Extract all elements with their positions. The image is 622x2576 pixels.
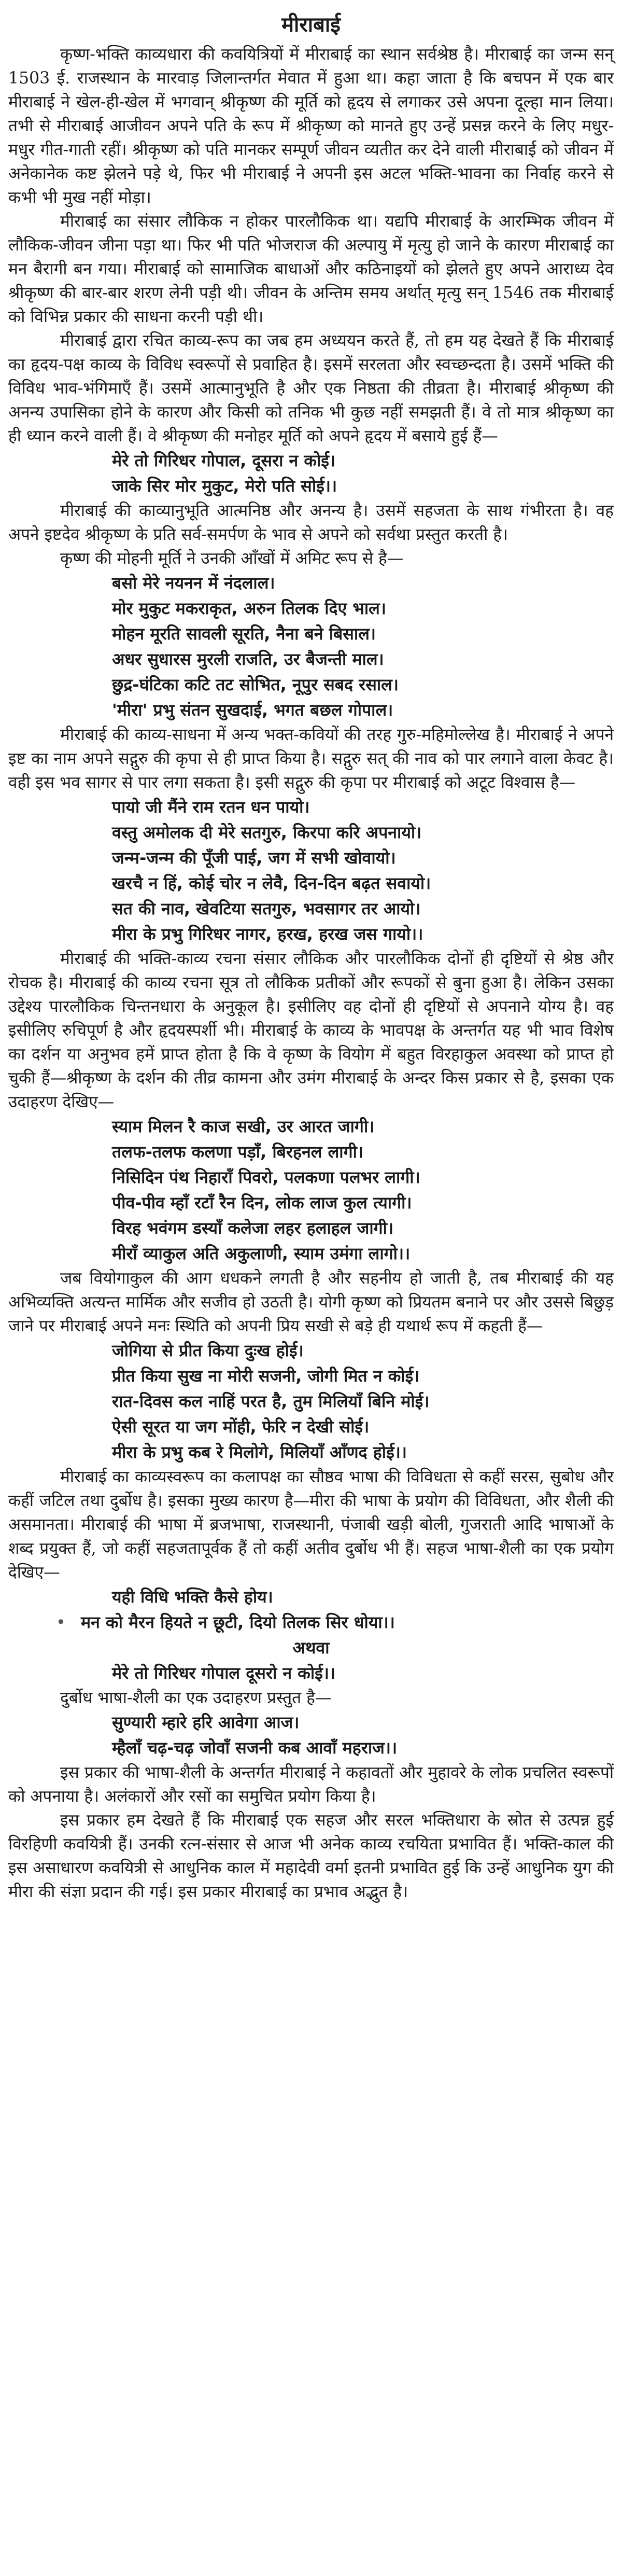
verse-line: प्रीत किया सुख ना मोरी सजनी, जोगी मित न कोई। xyxy=(112,1366,420,1386)
verse-line: 'मीरा' प्रभु संतन सुखदाई, भगत बछल गोपाल। xyxy=(112,700,393,720)
verse-line-text: मन को मैरन हियते न छूटी, दियो तिलक सिर धोया।। xyxy=(81,1612,395,1632)
verse-block-1 xyxy=(8,448,614,499)
verse-line: जाके सिर मोर मुकुट, मेरो पति सोई।। xyxy=(112,476,337,496)
verse-separator: अथवा xyxy=(292,1638,330,1658)
verse-line: मोहन मूरति सावली सूरति, नैना बने बिसाल। xyxy=(112,624,376,644)
verse-line: तलफ-तलफ कलणा पड़ाँ, बिरहनल लागी। xyxy=(112,1142,364,1162)
paragraph-yogi: जब वियोगाकुल की आग धधकने लगती है और सहनीय हो जाती है, तब मीराबाई की यह अभिव्यक्ति अत्यन्त मार्मिक और सजीव हो उठती है। योगी कृष्ण को प्रियतम बनाने पर और उससे बिछुड़ जाने पर मीराबाई अपने मनः स्थिति को अपनी प्रिय सखी से बड़े ही यथार्थ रूप में कहती हैं— xyxy=(8,1269,614,1335)
verse-line: मीरा के प्रभु कब रे मिलोगे, मिलियाँ आँणद होई।। xyxy=(112,1442,407,1462)
paragraph-language: मीराबाई का काव्यस्वरूप का कलापक्ष का सौष्ठव भाषा की विविधता से कहीं सरस, सुबोध और कहीं जटिल तथा दुर्बोध है। इसका मुख्य कारण है—मीरा की भाषा के प्रयोग की विविधता, और शैली की असमानता। मीराबाई की भाषा में ब्रजभाषा, राजस्थानी, पंजाबी खड़ी बोली, गुजराती आदि भाषाओं के शब्द प्रयुक्त हैं, जो कहीं सहजतापूर्वक हैं तो कहीं अतीव दुर्बोध भी हैं। सहज भाषा-शैली का एक प्रयोग देखिए— xyxy=(8,1468,614,1582)
verse-line: मेरे तो गिरिधर गोपाल दूसरो न कोई।। xyxy=(112,1663,336,1683)
verse-line: जन्म-जन्म की पूँजी पाई, जग में सभी खोवायो। xyxy=(112,848,396,868)
verse-line: ऐसी सूरत या जग मोंही, फेरि न देखी सोई। xyxy=(112,1417,370,1437)
page-title: मीराबाई xyxy=(281,13,341,37)
paragraph-experience: मीराबाई की काव्यानुभूति आत्मनिष्ठ और अनन्य है। उसमें सहजता के साथ गंभीरता है। वह अपने इष्टदेव श्रीकृष्ण के प्रति सर्व-समर्पण के भाव से अपने को सर्वथा प्रस्तुत करती है। xyxy=(8,502,614,544)
verse-block-7 xyxy=(8,1710,614,1761)
paragraph-life: मीराबाई का संसार लौकिक न होकर पारलौकिक था। यद्यपि मीराबाई के आरम्भिक जीवन में लौकिक-जीवन जीना पड़ा था। फिर भी पति भोजराज की अल्पायु में मृत्यु हो जाने के कारण मीराबाई का मन बैरागी बन गया। मीराबाई को सामाजिक बाधाओं और कठिनाइयों को झेलते हुए अपने आराध्य देव श्रीकृष्ण की बार-बार शरण लेनी पड़ी थी। जीवन के अन्तिम समय अर्थात् मृत्यु सन् 1546 तक मीराबाई को विभिन्न प्रकार की साधना करनी पड़ी थी। xyxy=(8,212,614,326)
verse-line: वस्तु अमोलक दी मेरे सतगुरु, किरपा करि अपनायो। xyxy=(112,823,422,842)
paragraph-conclusion: इस प्रकार हम देखते हैं कि मीराबाई एक सहज और सरल भक्तिधारा के स्रोत से उत्पन्न हुई विरहिणी कवयित्री हैं। उनकी रत्न-संसार से आज भी अनेक काव्य रचयिता प्रभावित हैं। भक्ति-काल की इस असाधारण कवयित्री से आधुनिक काल में महादेवी वर्मा इतनी प्रभावित हुई कि उन्हें आधुनिक युग की मीरा की संज्ञा प्रदान की गई। इस प्रकार मीराबाई का प्रभाव अद्भुत है। xyxy=(8,1811,614,1901)
verse-line: छुद्र-घंटिका कटि तट सोभित, नूपुर सबद रसाल। xyxy=(112,675,399,694)
verse-line: यही विधि भक्ति कैसे होय। xyxy=(112,1587,273,1607)
verse-block-6 xyxy=(8,1584,614,1686)
verse-line: म्हैलाँ चढ़-चढ़ जोवाँ सजनी कब आवाँ महराज।। xyxy=(112,1738,398,1758)
verse-line: विरह भवंगम डस्याँ कलेजा लहर हलाहल जागी। xyxy=(112,1218,394,1238)
paragraph-guru: मीराबाई की काव्य-साधना में अन्य भक्त-कवियों की तरह गुरु-महिमोल्लेख है। मीराबाई ने अपने इष्ट का नाम अपने सद्गुरु की कृपा से ही प्राप्त किया है। सद्गुरु सत् की नाव को पार लगाने वाला केवट है। वही इस भव सागर से पार लगा सकता है। इसी सद्गुरु की कृपा पर मीराबाई को अटूट विश्वास है— xyxy=(8,726,614,792)
article-body xyxy=(0,43,622,1904)
verse-line: रात-दिवस कल नाहिं परत है, तुम मिलियाँ बिनि मोई। xyxy=(112,1391,430,1411)
verse-line: मीरा के प्रभु गिरिधर नागर, हरख, हरख जस गायो।। xyxy=(112,924,423,944)
verse-block-5 xyxy=(8,1338,614,1465)
verse-line: मेरे तो गिरिधर गोपाल, दूसरा न कोई। xyxy=(112,451,336,470)
paragraph-idioms: इस प्रकार की भाषा-शैली के अन्तर्गत मीराबाई ने कहावतों और मुहावरे के लोक प्रचलित स्वरूपों को अपनाया है। अलंकारों और रसों का समुचित प्रयोग किया है। xyxy=(8,1763,614,1806)
paragraph-difficult-style: दुर्बोध भाषा-शैली का एक उदाहरण प्रस्तुत है— xyxy=(60,1689,332,1707)
verse-block-3 xyxy=(8,795,614,947)
paragraph-mohini-murti: कृष्ण की मोहनी मूर्ति ने उनकी आँखों में अमिट रूप से है— xyxy=(60,549,404,568)
paragraph-intro: कृष्ण-भक्ति काव्यधारा की कवयित्रियों में मीराबाई का स्थान सर्वश्रेष्ठ है। मीराबाई का जन्म सन् 1503 ई. राजस्थान के मारवाड़ जिलान्तर्गत मेवात में हुआ था। कहा जाता है कि बचपन में एक बार मीराबाई ने खेल-ही-खेल में भगवान् श्रीकृष्ण की मूर्ति को हृदय से लगाकर उसे अपना दूल्हा मान लिया। तभी से मीराबाई आजीवन अपने पति के रूप में श्रीकृष्ण को मानते हुए उन्हें प्रसन्न करने के लिए मधुर-मधुर गीत-गाती रहीं। श्रीकृष्ण को पति मानकर सम्पूर्ण जीवन व्यतीत कर देने वाली मीराबाई को जीवन में अनेकानेक कष्ट झेलने पड़े थे, फिर भी मीराबाई ने अपनी इस अटल भक्ति-भावना का निर्वाह करने से कभी भी मुख नहीं मोड़ा। xyxy=(8,45,614,207)
verse-block-4 xyxy=(8,1114,614,1266)
verse-line xyxy=(8,1610,614,1635)
paragraph-viraha: मीराबाई की भक्ति-काव्य रचना संसार लौकिक और पारलौकिक दोनों ही दृष्टियों से श्रेष्ठ और रोचक है। मीराबाई की काव्य रचना सूत्र तो लौकिक प्रतीकों और रूपकों से बुना हुआ है। लेकिन उसका उद्देश्य पारलौकिक चिन्तनधारा के अनुकूल है। इसीलिए वह दोनों ही दृष्टियों से अपनाने योग्य है। वह इसीलिए रुचिपूर्ण है और हृदयस्पर्शी भी। मीराबाई के काव्य के भावपक्ष के अन्तर्गत यह भी भाव विशेष का दर्शन या अनुभव हमें प्राप्त होता है कि वे कृष्ण के वियोग में बहुत विरहाकुल अवस्था को प्राप्त हो चुकी हैं—श्रीकृष्ण के दर्शन की तीव्र कामना और उमंग मीराबाई के अन्दर किस प्रकार से है, इसका एक उदाहरण देखिए— xyxy=(8,950,614,1111)
verse-line: सुण्यारी म्हारे हरि आवेगा आज। xyxy=(112,1712,300,1732)
verse-line: जोगिया से प्रीत किया दुःख होई। xyxy=(112,1341,304,1360)
verse-line: बसो मेरे नयनन में नंदलाल। xyxy=(112,573,275,593)
verse-line: मीराँ व्याकुल अति अकुलाणी, स्याम उमंगा लागो।। xyxy=(112,1244,411,1263)
verse-line: निसिदिन पंथ निहाराँ पिवरो, पलकणा पलभर लागी। xyxy=(112,1167,420,1187)
verse-line: स्याम मिलन रै काज सखी, उर आरत जागी। xyxy=(112,1117,375,1136)
verse-line: पीव-पीव म्हाँ रटाँ रैन दिन, लोक लाज कुल त्यागी। xyxy=(112,1193,412,1213)
verse-line: पायो जी मैंने राम रतन धन पायो। xyxy=(112,797,310,817)
verse-line: अधर सुधारस मुरली राजति, उर बैजन्ती माल। xyxy=(112,649,384,669)
paragraph-devotion: मीराबाई द्वारा रचित काव्य-रूप का जब हम अध्ययन करते हैं, तो हम यह देखते हैं कि मीराबाई का हृदय-पक्ष काव्य के विविध स्वरूपों से प्रवाहित है। इसमें सरलता और स्वच्छन्दता है। उसमें भक्ति की विविध भाव-भंगिमाएँ हैं। उसमें आत्मानुभूति है और एक निष्ठता की तीव्रता है। मीराबाई श्रीकृष्ण की अनन्य उपासिका होने के कारण और किसी को तनिक भी कुछ नहीं समझती हैं। वे तो मात्र श्रीकृष्ण का ही ध्यान करने वाली हैं। वे श्रीकृष्ण की मनोहर मूर्ति को अपने हृदय में बसाये हुई हैं— xyxy=(8,331,614,445)
verse-line: खरचै न हिं, कोई चोर न लेवै, दिन-दिन बढ़त सवायो। xyxy=(112,873,431,893)
verse-line: मोर मुकुट मकराकृत, अरुन तिलक दिए भाल। xyxy=(112,598,386,618)
verse-block-2 xyxy=(8,570,614,723)
bullet-marker: • xyxy=(56,1612,66,1632)
verse-line: सत की नाव, खेवटिया सतगुरु, भवसागर तर आयो। xyxy=(112,899,421,918)
